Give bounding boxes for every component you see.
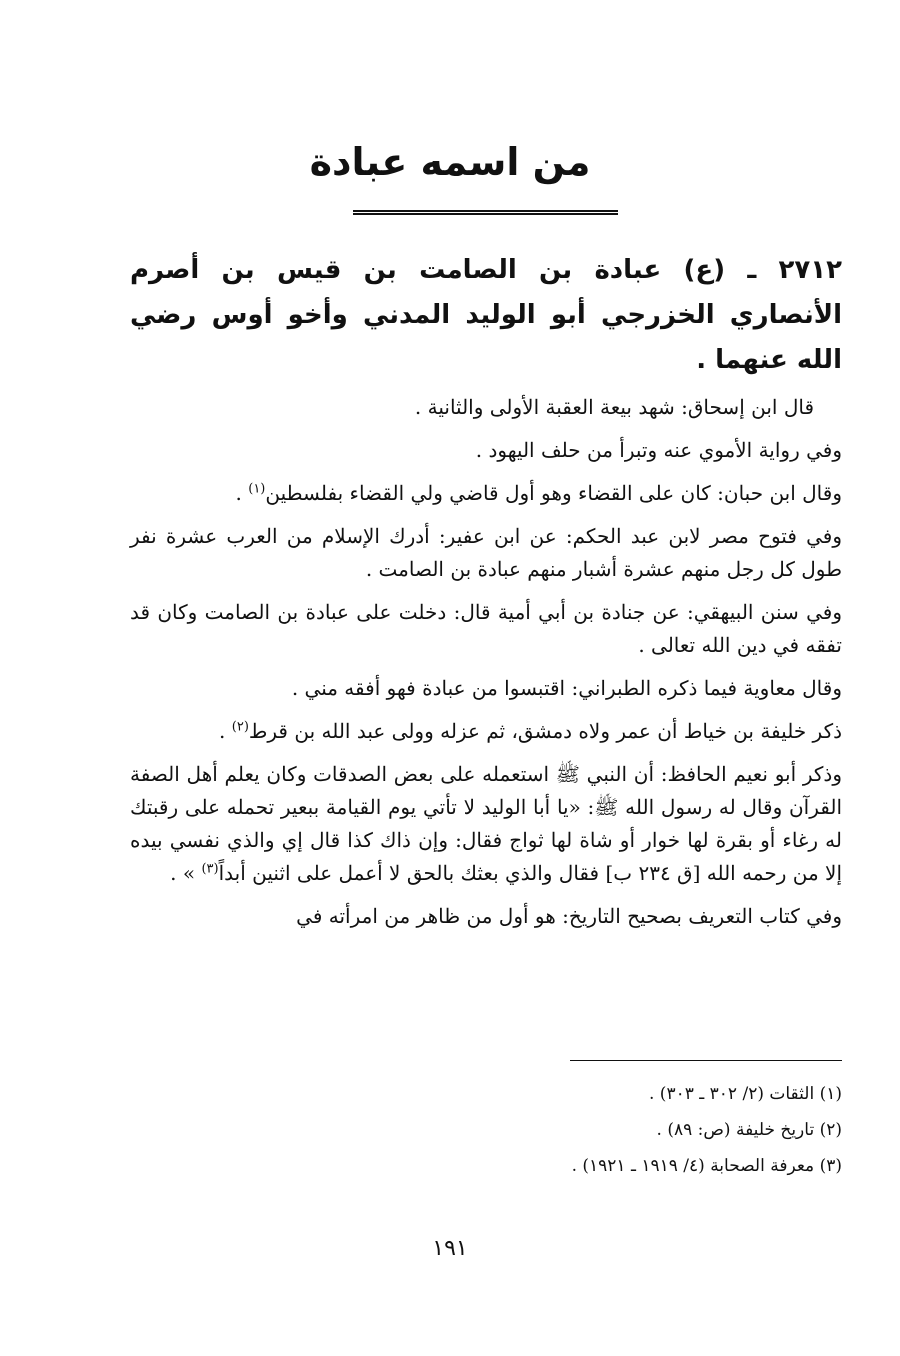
body-text bbox=[130, 248, 842, 943]
paragraph: وفي سنن البيهقي: عن جنادة بن أبي أمية قال: دخلت على عبادة بن الصامت وكان قد تفقه في دين الله تعالى . bbox=[130, 600, 842, 657]
paragraph: وفي رواية الأموي عنه وتبرأ من حلف اليهود . bbox=[475, 438, 842, 462]
paragraph: وقال معاوية فيما ذكره الطبراني: اقتبسوا من عبادة فهو أفقه مني . bbox=[291, 676, 842, 700]
paragraph: وذكر أبو نعيم الحافظ: أن النبي ﷺ استعمله على بعض الصدقات وكان يعلم أهل الصفة القرآن وقال له رسول الله ﷺ: «يا أبا الوليد لا تأتي يوم القيامة ببعير تحمله على رقبتك له رغاء أو بقرة لها خوار أو شاة لها ثواج فقال: وإن ذاك كذا قال إي والذي نفسي بيده إلا من رحمه الله [ق ٢٣٤ ب] فقال والذي بعثك بالحق لا أعمل على اثنين أبداً$^{(٣)}$ » . bbox=[130, 762, 842, 885]
paragraph: قال ابن إسحاق: شهد بيعة العقبة الأولى والثانية . bbox=[414, 395, 814, 419]
footnote-separator bbox=[570, 1060, 842, 1061]
title-underline bbox=[353, 210, 618, 215]
footnotes bbox=[342, 1076, 842, 1184]
chapter-title: من اسمه عبادة bbox=[309, 140, 591, 184]
footnote-marker: (٣) bbox=[201, 861, 219, 877]
footnote: (٣) معرفة الصحابة (٤/ ١٩١٩ ـ ١٩٢١) . bbox=[571, 1156, 842, 1176]
paragraph: وفي كتاب التعريف بصحيح التاريخ: هو أول من ظاهر من امرأته في bbox=[296, 904, 842, 928]
page-number: ١٩١ bbox=[432, 1236, 468, 1261]
paragraph: وقال ابن حبان: كان على القضاء وهو أول قاضي ولي القضاء بفلسطين$^{(١)}$ . bbox=[235, 481, 842, 505]
footnote-marker: (١) bbox=[248, 481, 266, 497]
paragraph: وفي فتوح مصر لابن عبد الحكم: عن ابن عفير: أدرك الإسلام من العرب عشرة نفر طول كل رجل منهم عشرة أشبار منهم عبادة بن الصامت . bbox=[130, 524, 842, 581]
entry-heading: ٢٧١٢ ـ (ع) عبادة بن الصامت بن قيس بن أصرم الأنصاري الخزرجي أبو الوليد المدني وأخو أوس رضي الله عنهما . bbox=[130, 255, 842, 375]
paragraph: ذكر خليفة بن خياط أن عمر ولاه دمشق، ثم عزله وولى عبد الله بن قرط$^{(٢)}$ . bbox=[219, 719, 842, 743]
footnote: (٢) تاريخ خليفة (ص: ٨٩) . bbox=[656, 1120, 842, 1140]
footnote-marker: (٢) bbox=[231, 719, 249, 735]
footnote: (١) الثقات (٢/ ٣٠٢ ـ ٣٠٣) . bbox=[648, 1084, 842, 1104]
